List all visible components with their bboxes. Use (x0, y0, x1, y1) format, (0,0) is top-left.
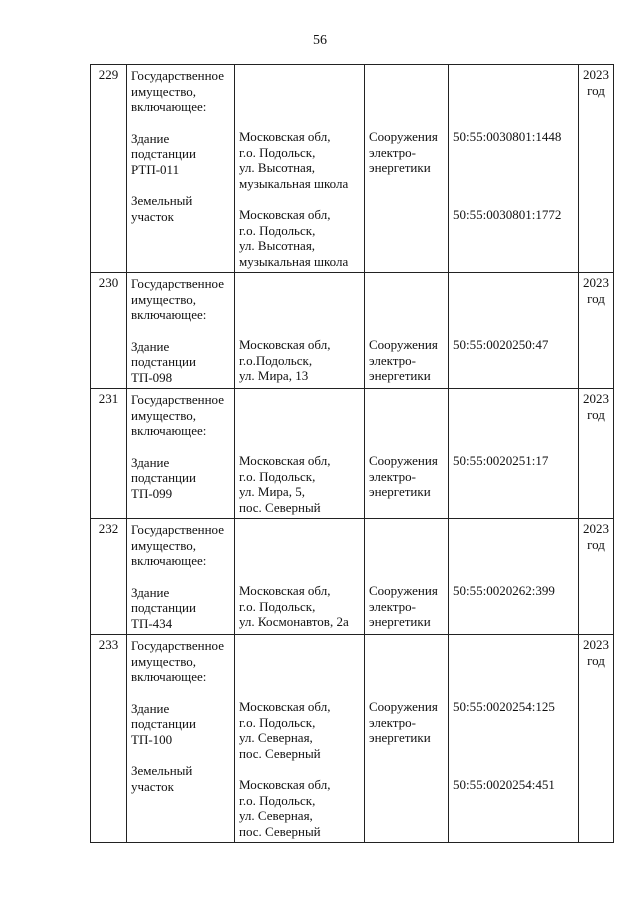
item-name: Здание подстанции ТП-099 (131, 454, 196, 501)
address-cell (235, 65, 365, 273)
item-address: Московская обл, г.о. Подольск, ул. Высотная, музыкальная школа (239, 207, 349, 269)
page-number: 56 (313, 33, 327, 48)
cadastral-cell (449, 273, 579, 389)
item-cadastral: 50:55:0020254:125 (453, 699, 555, 714)
item-purpose (369, 777, 444, 839)
table-row (91, 65, 614, 273)
property-group-title: Государственное имущество, включающее: (131, 392, 224, 438)
cadastral-cell (449, 635, 579, 843)
item-name: Здание подстанции ТП-434 (131, 584, 196, 631)
table-row (91, 273, 614, 389)
cadastral-cell (449, 65, 579, 273)
property-group-title: Государственное имущество, включающее: (131, 638, 224, 684)
year-cell (579, 389, 614, 519)
row-number-text: 230 (98, 275, 119, 290)
item-address: Московская обл, г.о. Подольск, ул. Северная, пос. Северный (239, 777, 331, 839)
item-name: Здание подстанции РТП-011 (131, 130, 196, 177)
row-number-text: 232 (98, 521, 119, 536)
property-group-title: Государственное имущество, включающее: (131, 522, 224, 568)
purpose-cell (365, 65, 449, 273)
cadastral-cell (449, 519, 579, 635)
purpose-cell (365, 519, 449, 635)
item-cadastral: 50:55:0020262:399 (453, 583, 555, 598)
item-cadastral: 50:55:0030801:1448 (453, 129, 562, 144)
property-name-cell (127, 635, 235, 843)
item-cadastral: 50:55:0030801:1772 (453, 207, 562, 222)
item-purpose: Сооружения электро- энергетики (369, 583, 438, 629)
item-name: Земельный участок (131, 193, 193, 224)
purpose-cell (365, 389, 449, 519)
item-address: Московская обл, г.о.Подольск, ул. Мира, 13 (239, 337, 331, 383)
address-cell (235, 635, 365, 843)
item-address: Московская обл, г.о. Подольск, ул. Космонавтов, 2а (239, 583, 349, 629)
row-number-text: 229 (98, 67, 119, 82)
table-row (91, 389, 614, 519)
item-purpose (369, 207, 444, 269)
address-cell (235, 519, 365, 635)
item-cadastral: 50:55:0020250:47 (453, 337, 549, 352)
year-text: 2023 год (583, 391, 609, 422)
purpose-cell (365, 273, 449, 389)
property-name-cell (127, 519, 235, 635)
property-group-title: Государственное имущество, включающее: (131, 68, 224, 114)
property-group-title: Государственное имущество, включающее: (131, 276, 224, 322)
table-row (91, 519, 614, 635)
address-cell (235, 389, 365, 519)
year-cell (579, 65, 614, 273)
item-name: Земельный участок (131, 763, 193, 794)
item-purpose: Сооружения электро- энергетики (369, 453, 438, 499)
purpose-cell (365, 635, 449, 843)
row-number (91, 389, 127, 519)
item-purpose: Сооружения электро- энергетики (369, 129, 438, 175)
year-text: 2023 год (583, 67, 609, 98)
row-number-text: 233 (98, 637, 119, 652)
item-purpose: Сооружения электро- энергетики (369, 337, 438, 383)
property-table-body (91, 65, 614, 843)
row-number (91, 65, 127, 273)
property-name-cell (127, 65, 235, 273)
item-address: Московская обл, г.о. Подольск, ул. Северная, пос. Северный (239, 699, 331, 761)
address-cell (235, 273, 365, 389)
item-name: Здание подстанции ТП-098 (131, 338, 196, 385)
row-number (91, 519, 127, 635)
item-address: Московская обл, г.о. Подольск, ул. Высотная, музыкальная школа (239, 129, 349, 191)
cadastral-cell (449, 389, 579, 519)
property-name-cell (127, 389, 235, 519)
table-row (91, 635, 614, 843)
item-address: Московская обл, г.о. Подольск, ул. Мира, 5, пос. Северный (239, 453, 331, 515)
row-number (91, 635, 127, 843)
year-cell (579, 273, 614, 389)
property-name-cell (127, 273, 235, 389)
row-number-text: 231 (98, 391, 119, 406)
year-text: 2023 год (583, 275, 609, 306)
year-cell (579, 635, 614, 843)
item-name: Здание подстанции ТП-100 (131, 700, 196, 747)
year-cell (579, 519, 614, 635)
year-text: 2023 год (583, 637, 609, 668)
year-text: 2023 год (583, 521, 609, 552)
item-cadastral: 50:55:0020251:17 (453, 453, 549, 468)
item-purpose: Сооружения электро- энергетики (369, 699, 438, 745)
item-cadastral: 50:55:0020254:451 (453, 777, 555, 792)
property-table (90, 64, 614, 843)
row-number (91, 273, 127, 389)
